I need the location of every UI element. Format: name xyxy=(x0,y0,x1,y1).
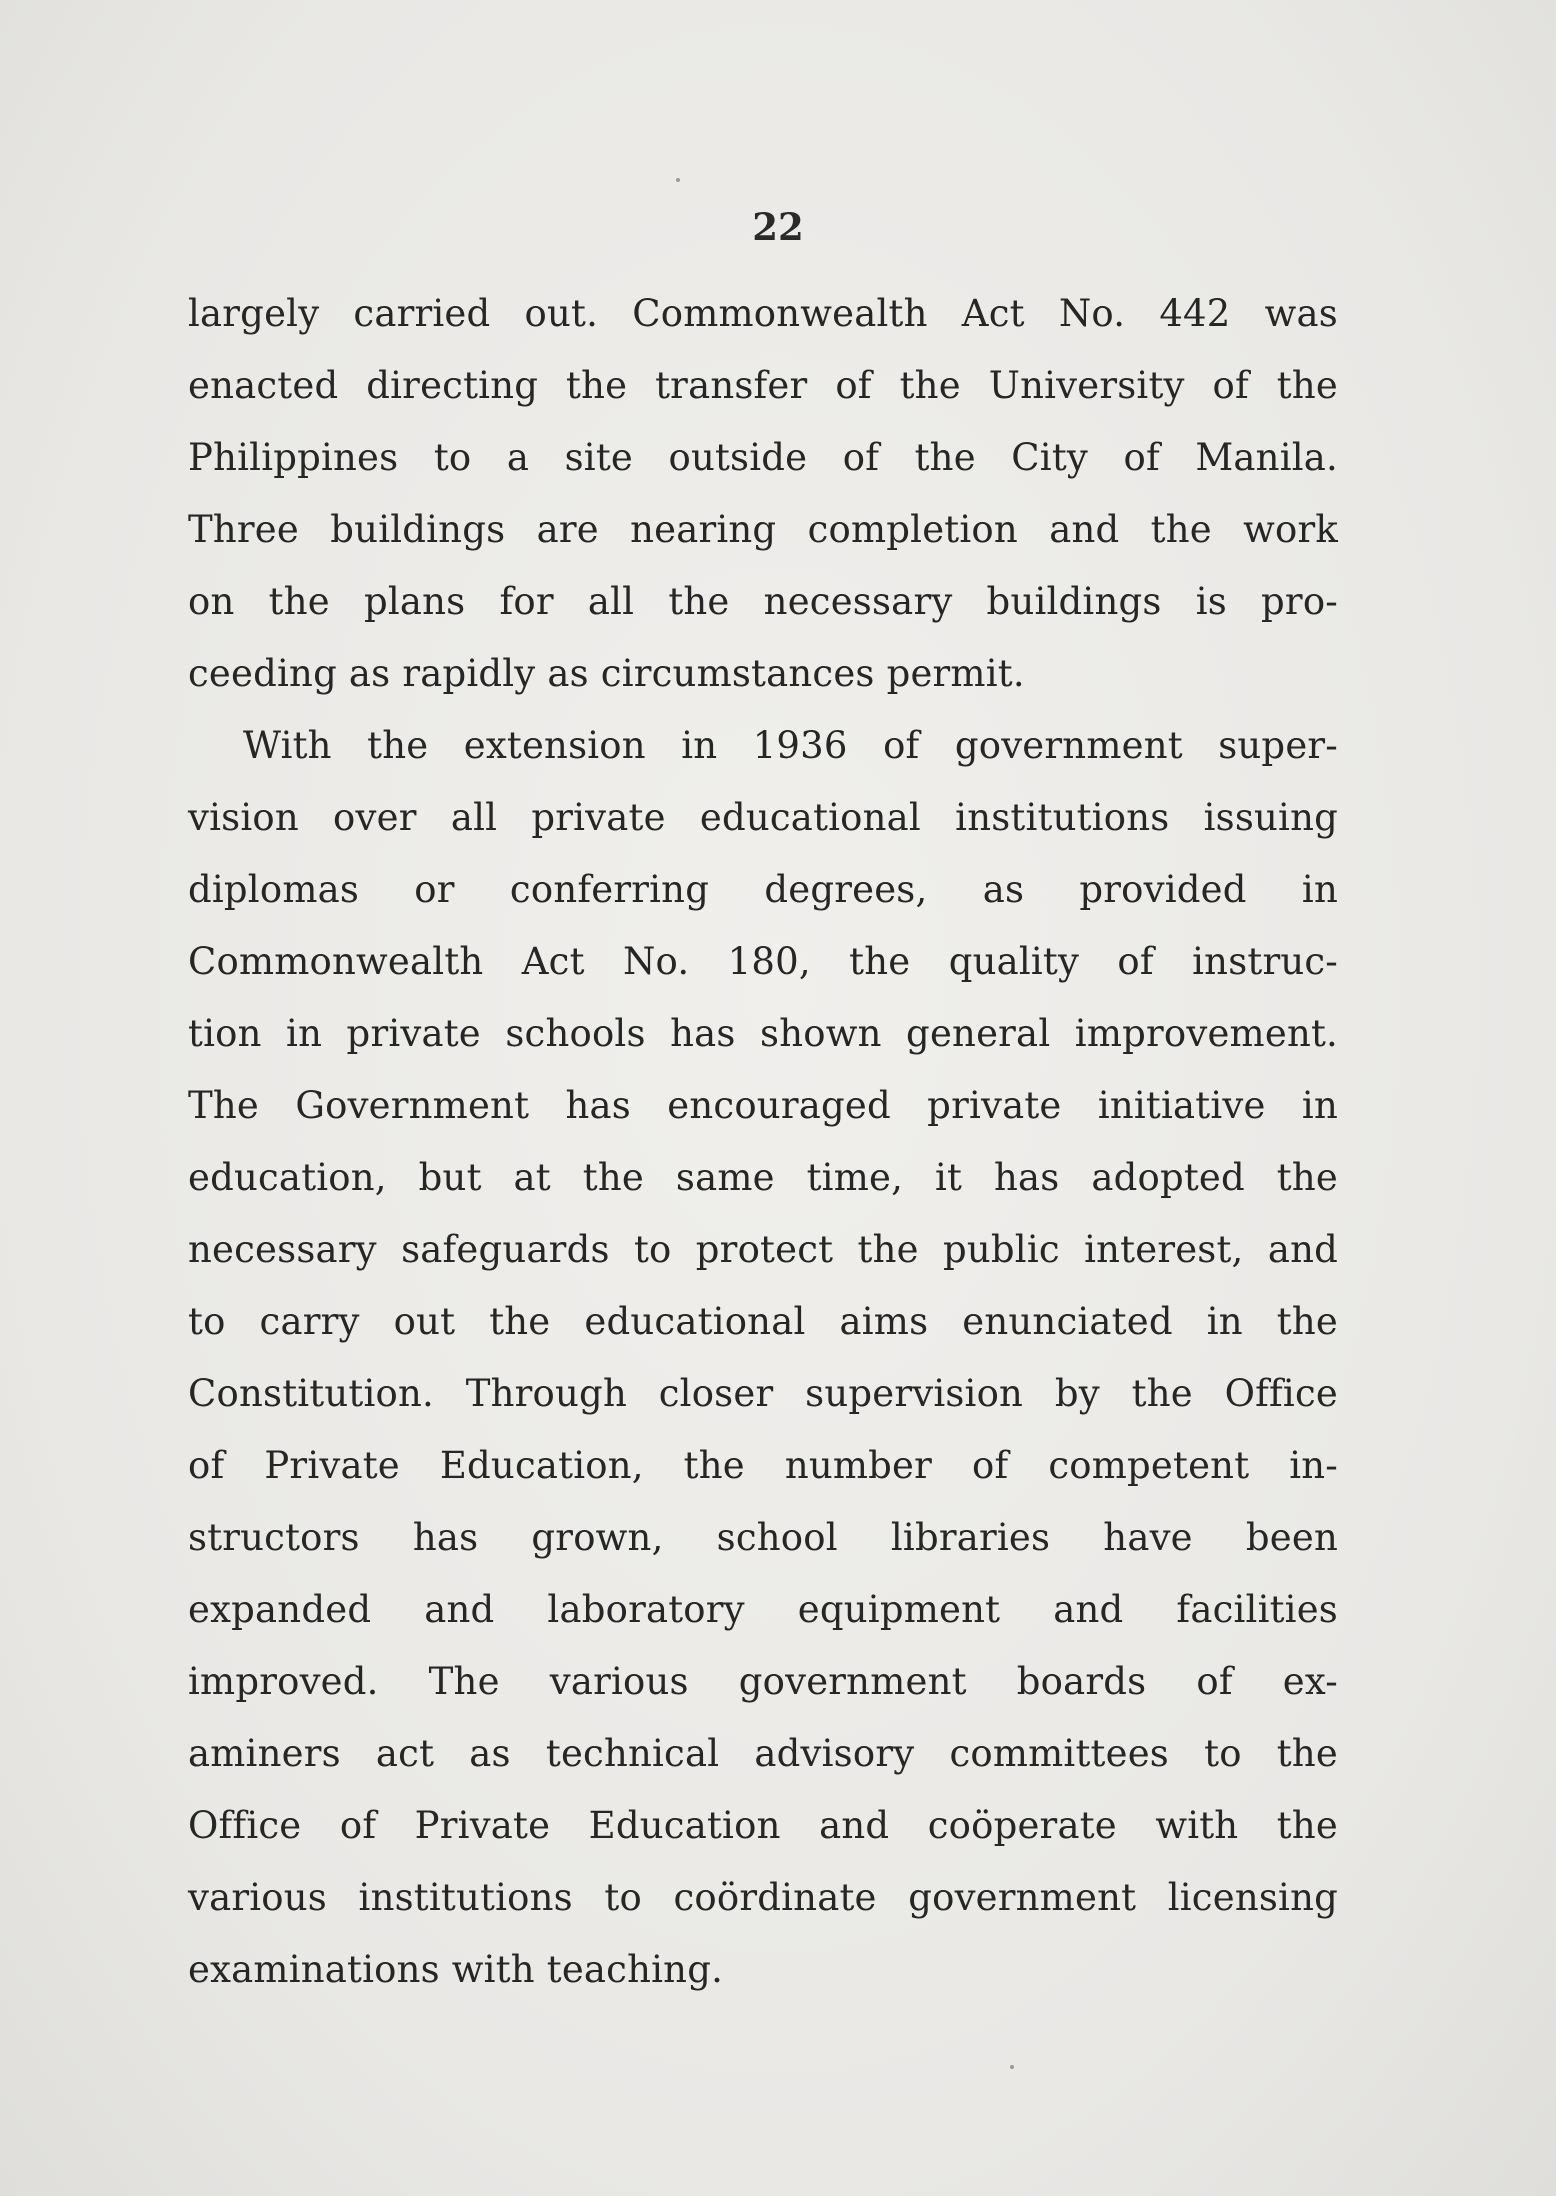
text-line: largely carried out. Commonwealth Act No. 442 was xyxy=(188,292,1338,335)
paragraph xyxy=(188,278,1338,710)
text-line: With the extension in 1936 of government super- xyxy=(243,724,1338,767)
text-line: to carry out the educational aims enunciated in the xyxy=(188,1300,1338,1343)
paper-speck xyxy=(1010,2065,1014,2069)
text-line: ceeding as rapidly as circumstances permit. xyxy=(188,652,1025,695)
text-line: expanded and laboratory equipment and facilities xyxy=(188,1588,1338,1631)
text-line: structors has grown, school libraries have been xyxy=(188,1516,1338,1559)
text-line: Three buildings are nearing completion and the work xyxy=(188,508,1338,551)
text-line: education, but at the same time, it has adopted the xyxy=(188,1156,1338,1199)
text-line: of Private Education, the number of competent in- xyxy=(188,1444,1338,1487)
text-line: improved. The various government boards of ex- xyxy=(188,1660,1338,1703)
text-line: Commonwealth Act No. 180, the quality of instruc- xyxy=(188,940,1338,983)
text-line: various institutions to coördinate government licensing xyxy=(188,1876,1338,1919)
text-line: enacted directing the transfer of the University of the xyxy=(188,364,1338,407)
body-text xyxy=(188,278,1338,2006)
text-line: tion in private schools has shown general improvement. xyxy=(188,1012,1338,1055)
text-line: The Government has encouraged private initiative in xyxy=(188,1084,1338,1127)
paragraph xyxy=(188,710,1338,2006)
text-line: Philippines to a site outside of the City of Manila. xyxy=(188,436,1338,479)
text-line: on the plans for all the necessary buildings is pro- xyxy=(188,580,1338,623)
text-line: necessary safeguards to protect the public interest, and xyxy=(188,1228,1338,1271)
text-line: Office of Private Education and coöperate with the xyxy=(188,1804,1338,1847)
text-line: Constitution. Through closer supervision by the Office xyxy=(188,1372,1338,1415)
text-line: vision over all private educational institutions issuing xyxy=(188,796,1338,839)
page-number: 22 xyxy=(752,205,804,249)
text-line: diplomas or conferring degrees, as provided in xyxy=(188,868,1338,911)
text-line: examinations with teaching. xyxy=(188,1948,724,1991)
text-line: aminers act as technical advisory committees to the xyxy=(188,1732,1338,1775)
paper-speck xyxy=(676,178,680,182)
